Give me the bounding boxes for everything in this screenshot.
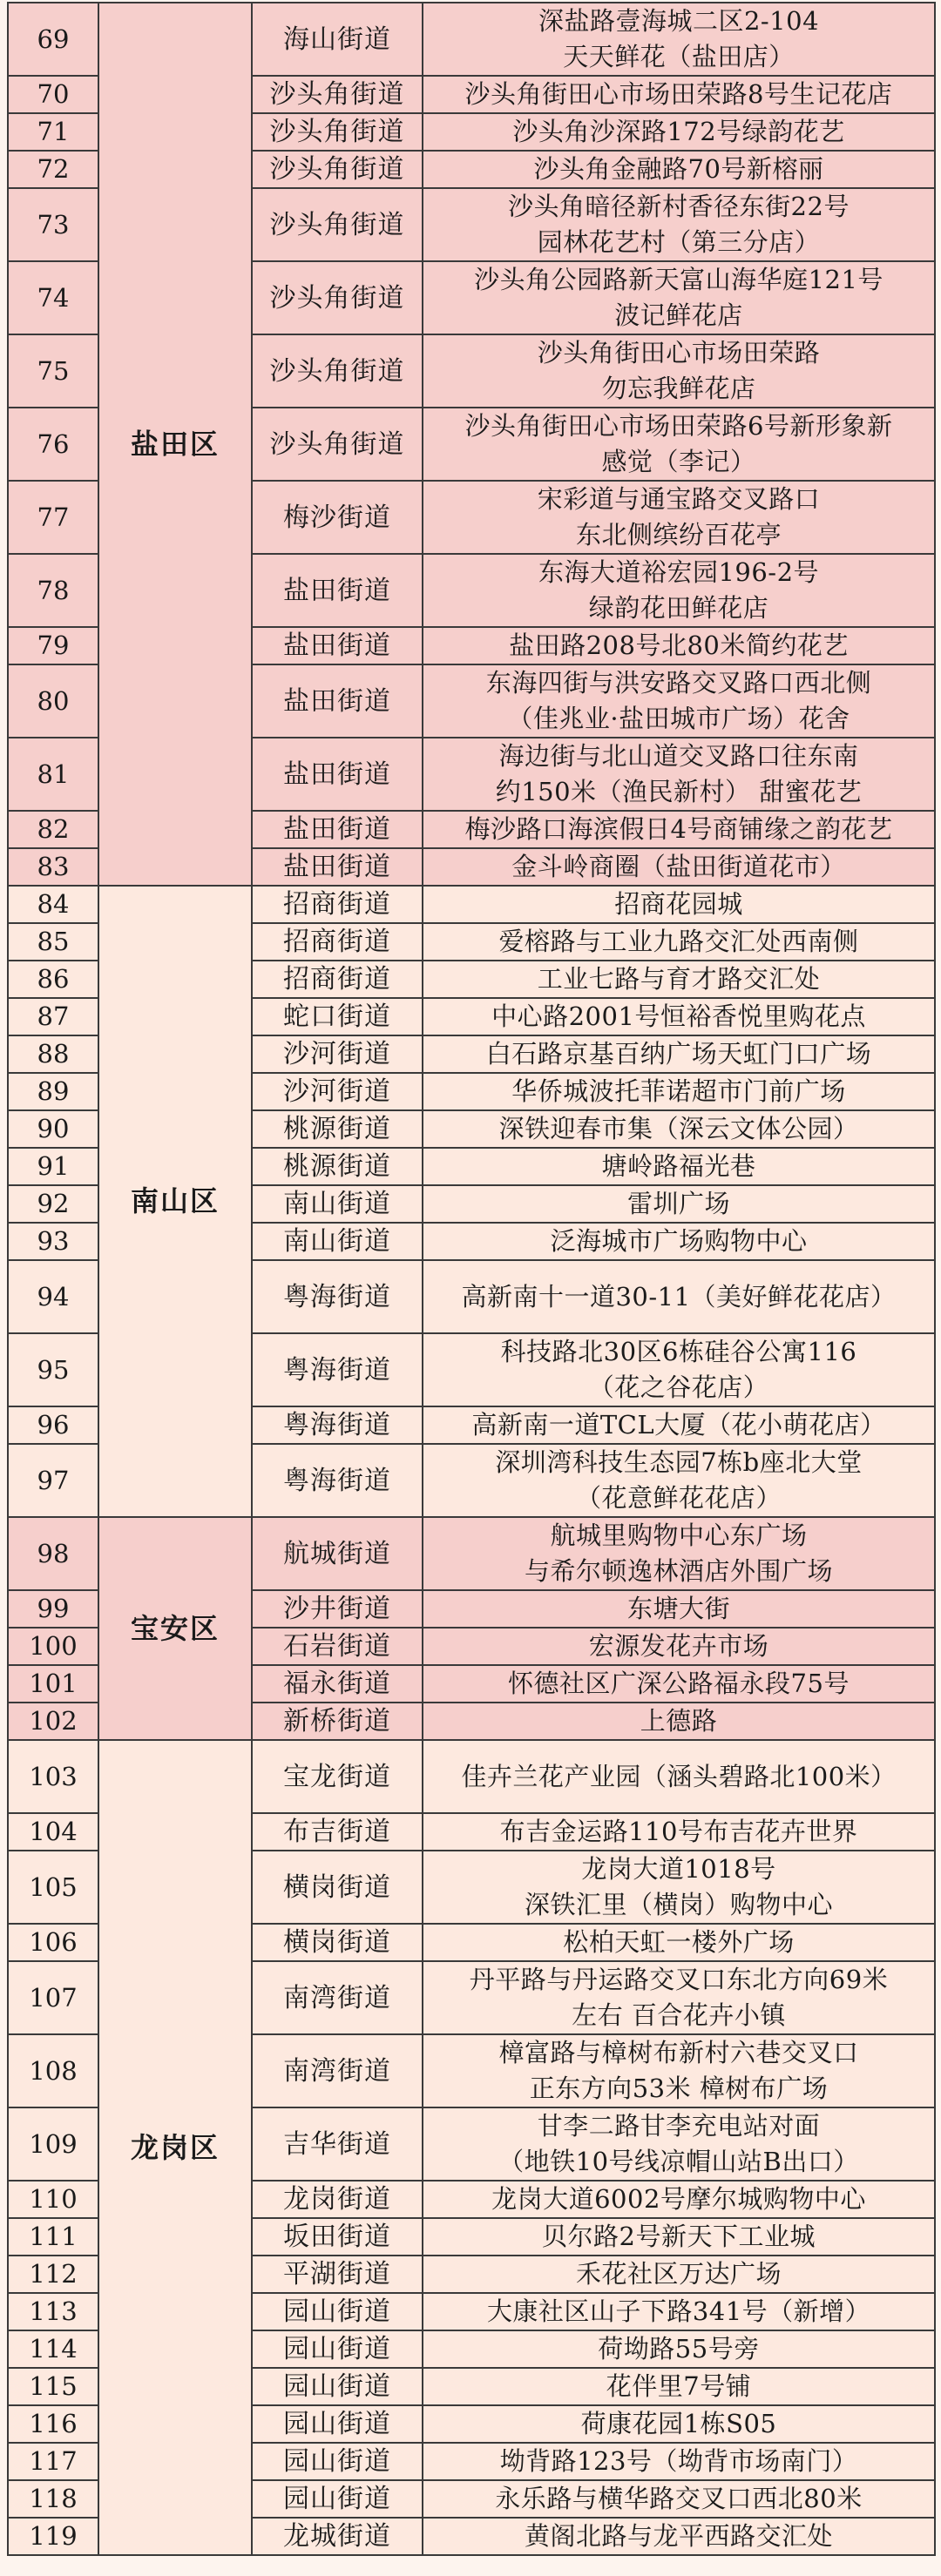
street-cell: 航城街道 — [252, 1517, 423, 1590]
row-number: 113 — [8, 2293, 98, 2330]
address-cell: 坳背路123号（坳背市场南门） — [423, 2443, 935, 2480]
row-number: 97 — [8, 1444, 98, 1517]
row-number: 84 — [8, 886, 98, 923]
row-number: 81 — [8, 738, 98, 811]
row-number: 85 — [8, 923, 98, 961]
street-cell: 粤海街道 — [252, 1333, 423, 1406]
table-row — [8, 886, 935, 923]
street-cell: 盐田街道 — [252, 811, 423, 848]
street-cell: 盐田街道 — [252, 664, 423, 738]
address-cell: 航城里购物中心东广场 与希尔顿逸林酒店外围广场 — [423, 1517, 935, 1590]
row-number: 108 — [8, 2034, 98, 2107]
street-cell: 沙头角街道 — [252, 113, 423, 151]
row-number: 94 — [8, 1260, 98, 1333]
row-number: 99 — [8, 1590, 98, 1628]
address-cell: 深铁迎春市集（深云文体公园） — [423, 1110, 935, 1148]
address-cell: 雷圳广场 — [423, 1185, 935, 1223]
row-number: 103 — [8, 1740, 98, 1813]
row-number: 115 — [8, 2368, 98, 2405]
row-number: 100 — [8, 1628, 98, 1665]
address-cell: 科技路北30区6栋硅谷公寓116 （花之谷花店） — [423, 1333, 935, 1406]
table-body — [8, 3, 935, 2555]
row-number: 77 — [8, 481, 98, 554]
address-cell: 高新南一道TCL大厦（花小萌花店） — [423, 1406, 935, 1444]
address-cell: 布吉金运路110号布吉花卉世界 — [423, 1813, 935, 1851]
street-cell: 宝龙街道 — [252, 1740, 423, 1813]
market-list-sheet — [7, 2, 934, 2571]
street-cell: 粤海街道 — [252, 1406, 423, 1444]
address-cell: 塘岭路福光巷 — [423, 1148, 935, 1185]
street-cell: 园山街道 — [252, 2293, 423, 2330]
address-cell: 龙岗大道1018号 深铁汇里（横岗）购物中心 — [423, 1851, 935, 1924]
district-cell: 南山区 — [98, 886, 252, 1517]
address-cell: 丹平路与丹运路交叉口东北方向69米 左右 百合花卉小镇 — [423, 1961, 935, 2034]
row-number: 79 — [8, 627, 98, 664]
address-cell: 荷康花园1栋S05 — [423, 2405, 935, 2443]
row-number: 109 — [8, 2107, 98, 2181]
table-row — [8, 1517, 935, 1590]
street-cell: 新桥街道 — [252, 1703, 423, 1740]
address-cell: 深圳湾科技生态园7栋b座北大堂 （花意鲜花花店） — [423, 1444, 935, 1517]
street-cell: 福永街道 — [252, 1665, 423, 1703]
street-cell: 龙城街道 — [252, 2518, 423, 2555]
address-cell: 荷坳路55号旁 — [423, 2330, 935, 2368]
address-cell: 工业七路与育才路交汇处 — [423, 961, 935, 998]
address-cell: 大康社区山子下路341号（新增） — [423, 2293, 935, 2330]
address-cell: 沙头角金融路70号新榕丽 — [423, 151, 935, 188]
address-cell: 白石路京基百纳广场天虹门口广场 — [423, 1035, 935, 1073]
address-cell: 沙头角沙深路172号绿韵花艺 — [423, 113, 935, 151]
street-cell: 吉华街道 — [252, 2107, 423, 2181]
district-cell: 龙岗区 — [98, 1740, 252, 2555]
table-row — [8, 1740, 935, 1813]
row-number: 73 — [8, 188, 98, 261]
address-cell: 招商花园城 — [423, 886, 935, 923]
street-cell: 沙头角街道 — [252, 151, 423, 188]
address-cell: 东海四街与洪安路交叉路口西北侧 （佳兆业·盐田城市广场）花舍 — [423, 664, 935, 738]
address-cell: 上德路 — [423, 1703, 935, 1740]
street-cell: 蛇口街道 — [252, 998, 423, 1035]
row-number: 78 — [8, 554, 98, 627]
street-cell: 平湖街道 — [252, 2256, 423, 2293]
street-cell: 园山街道 — [252, 2330, 423, 2368]
address-cell: 黄阁北路与龙平西路交汇处 — [423, 2518, 935, 2555]
address-cell: 松柏天虹一楼外广场 — [423, 1924, 935, 1961]
row-number: 69 — [8, 3, 98, 76]
street-cell: 南湾街道 — [252, 2034, 423, 2107]
address-cell: 甘李二路甘李充电站对面 （地铁10号线凉帽山站B出口） — [423, 2107, 935, 2181]
row-number: 92 — [8, 1185, 98, 1223]
street-cell: 园山街道 — [252, 2443, 423, 2480]
address-cell: 沙头角暗径新村香径东街22号 园林花艺村（第三分店） — [423, 188, 935, 261]
street-cell: 招商街道 — [252, 923, 423, 961]
address-cell: 梅沙路口海滨假日4号商铺缘之韵花艺 — [423, 811, 935, 848]
address-cell: 中心路2001号恒裕香悦里购花点 — [423, 998, 935, 1035]
row-number: 110 — [8, 2181, 98, 2218]
address-cell: 怀德社区广深公路福永段75号 — [423, 1665, 935, 1703]
street-cell: 沙井街道 — [252, 1590, 423, 1628]
row-number: 102 — [8, 1703, 98, 1740]
row-number: 82 — [8, 811, 98, 848]
row-number: 71 — [8, 113, 98, 151]
street-cell: 园山街道 — [252, 2480, 423, 2518]
row-number: 74 — [8, 261, 98, 334]
street-cell: 南山街道 — [252, 1185, 423, 1223]
row-number: 75 — [8, 334, 98, 408]
street-cell: 沙头角街道 — [252, 334, 423, 408]
row-number: 111 — [8, 2218, 98, 2256]
address-cell: 佳卉兰花产业园（涵头碧路北100米） — [423, 1740, 935, 1813]
row-number: 80 — [8, 664, 98, 738]
street-cell: 石岩街道 — [252, 1628, 423, 1665]
street-cell: 横岗街道 — [252, 1851, 423, 1924]
row-number: 70 — [8, 76, 98, 113]
flower-market-table — [7, 2, 936, 2556]
address-cell: 樟富路与樟树布新村六巷交叉口 正东方向53米 樟树布广场 — [423, 2034, 935, 2107]
street-cell: 沙头角街道 — [252, 76, 423, 113]
address-cell: 禾花社区万达广场 — [423, 2256, 935, 2293]
street-cell: 海山街道 — [252, 3, 423, 76]
row-number: 106 — [8, 1924, 98, 1961]
row-number: 83 — [8, 848, 98, 886]
row-number: 93 — [8, 1223, 98, 1260]
address-cell: 沙头角街田心市场田荣路 勿忘我鲜花店 — [423, 334, 935, 408]
address-cell: 海边街与北山道交叉路口往东南 约150米（渔民新村） 甜蜜花艺 — [423, 738, 935, 811]
street-cell: 布吉街道 — [252, 1813, 423, 1851]
street-cell: 梅沙街道 — [252, 481, 423, 554]
street-cell: 盐田街道 — [252, 738, 423, 811]
address-cell: 高新南十一道30-11（美好鲜花花店） — [423, 1260, 935, 1333]
row-number: 88 — [8, 1035, 98, 1073]
address-cell: 沙头角街田心市场田荣路6号新形象新 感觉（李记） — [423, 408, 935, 481]
street-cell: 南湾街道 — [252, 1961, 423, 2034]
street-cell: 盐田街道 — [252, 848, 423, 886]
row-number: 116 — [8, 2405, 98, 2443]
street-cell: 招商街道 — [252, 886, 423, 923]
row-number: 101 — [8, 1665, 98, 1703]
address-cell: 金斗岭商圈（盐田街道花市） — [423, 848, 935, 886]
address-cell: 花伴里7号铺 — [423, 2368, 935, 2405]
street-cell: 粤海街道 — [252, 1444, 423, 1517]
row-number: 98 — [8, 1517, 98, 1590]
street-cell: 桃源街道 — [252, 1110, 423, 1148]
address-cell: 盐田路208号北80米简约花艺 — [423, 627, 935, 664]
address-cell: 宋彩道与通宝路交叉路口 东北侧缤纷百花亭 — [423, 481, 935, 554]
street-cell: 桃源街道 — [252, 1148, 423, 1185]
row-number: 95 — [8, 1333, 98, 1406]
address-cell: 爱榕路与工业九路交汇处西南侧 — [423, 923, 935, 961]
street-cell: 招商街道 — [252, 961, 423, 998]
street-cell: 盐田街道 — [252, 627, 423, 664]
address-cell: 永乐路与横华路交叉口西北80米 — [423, 2480, 935, 2518]
address-cell: 泛海城市广场购物中心 — [423, 1223, 935, 1260]
district-cell: 宝安区 — [98, 1517, 252, 1740]
address-cell: 东海大道裕宏园196-2号 绿韵花田鲜花店 — [423, 554, 935, 627]
address-cell: 沙头角街田心市场田荣路8号生记花店 — [423, 76, 935, 113]
row-number: 96 — [8, 1406, 98, 1444]
row-number: 107 — [8, 1961, 98, 2034]
district-cell: 盐田区 — [98, 3, 252, 886]
row-number: 119 — [8, 2518, 98, 2555]
row-number: 112 — [8, 2256, 98, 2293]
street-cell: 园山街道 — [252, 2368, 423, 2405]
street-cell: 沙河街道 — [252, 1073, 423, 1110]
row-number: 105 — [8, 1851, 98, 1924]
address-cell: 沙头角公园路新天富山海华庭121号 波记鲜花店 — [423, 261, 935, 334]
row-number: 90 — [8, 1110, 98, 1148]
row-number: 118 — [8, 2480, 98, 2518]
street-cell: 坂田街道 — [252, 2218, 423, 2256]
address-cell: 宏源发花卉市场 — [423, 1628, 935, 1665]
address-cell: 华侨城波托菲诺超市门前广场 — [423, 1073, 935, 1110]
row-number: 91 — [8, 1148, 98, 1185]
street-cell: 南山街道 — [252, 1223, 423, 1260]
row-number: 89 — [8, 1073, 98, 1110]
street-cell: 盐田街道 — [252, 554, 423, 627]
street-cell: 龙岗街道 — [252, 2181, 423, 2218]
street-cell: 沙头角街道 — [252, 261, 423, 334]
street-cell: 园山街道 — [252, 2405, 423, 2443]
street-cell: 粤海街道 — [252, 1260, 423, 1333]
row-number: 104 — [8, 1813, 98, 1851]
address-cell: 深盐路壹海城二区2-104 天天鲜花（盐田店） — [423, 3, 935, 76]
street-cell: 沙河街道 — [252, 1035, 423, 1073]
street-cell: 沙头角街道 — [252, 188, 423, 261]
address-cell: 贝尔路2号新天下工业城 — [423, 2218, 935, 2256]
row-number: 76 — [8, 408, 98, 481]
address-cell: 龙岗大道6002号摩尔城购物中心 — [423, 2181, 935, 2218]
street-cell: 沙头角街道 — [252, 408, 423, 481]
row-number: 86 — [8, 961, 98, 998]
row-number: 114 — [8, 2330, 98, 2368]
row-number: 117 — [8, 2443, 98, 2480]
row-number: 72 — [8, 151, 98, 188]
row-number: 87 — [8, 998, 98, 1035]
street-cell: 横岗街道 — [252, 1924, 423, 1961]
address-cell: 东塘大街 — [423, 1590, 935, 1628]
table-row — [8, 3, 935, 76]
